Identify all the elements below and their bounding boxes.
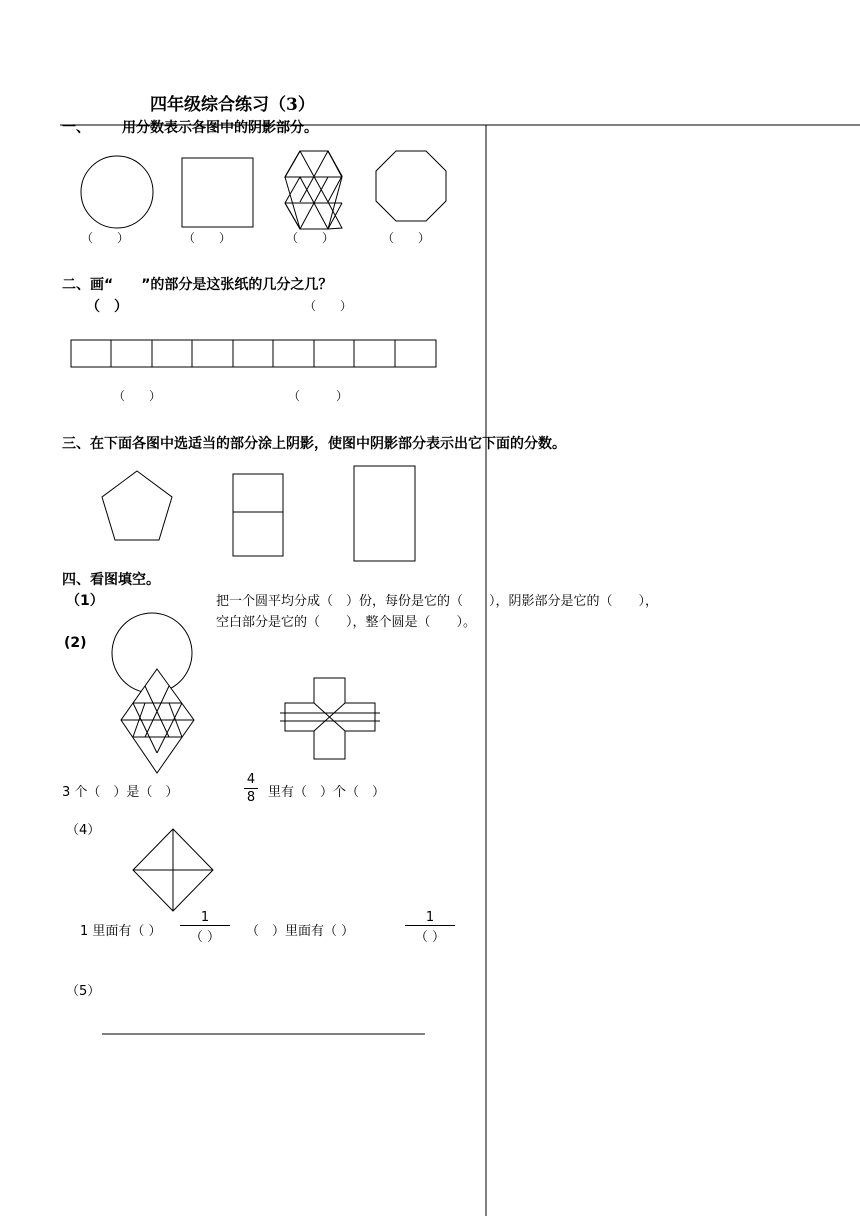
q4-prompt: 四、看图填空。	[62, 572, 160, 588]
fraction-denominator: （ ）	[189, 930, 221, 945]
q1-blank-4[interactable]: （ ）	[382, 231, 431, 245]
q1-octagon	[376, 151, 446, 221]
q4-cross-shape	[280, 678, 380, 759]
q4-part1-line2: 空白部分是它的（ ），整个圆是（ ）。	[216, 615, 477, 630]
q4-part2-text-a: 3 个（ ）是（ ）	[62, 785, 179, 800]
q4-part4-label: （4）	[66, 823, 101, 838]
q2-blank-top-2[interactable]: （ ）	[304, 299, 353, 313]
page-title: 四年级综合练习（3）	[150, 95, 315, 115]
q2-blank-bottom-1[interactable]: （ ）	[113, 389, 162, 403]
q1-circle	[81, 156, 153, 228]
q1-number: 一、	[62, 120, 90, 136]
fraction-numerator: 4	[246, 772, 256, 787]
q2-blank-bottom-2[interactable]: （ ）	[288, 389, 349, 403]
q1-hexagon-triangles	[285, 151, 342, 229]
q4-part2-text-b: 里有（ ）个（ ）	[268, 785, 386, 800]
fraction-bar	[244, 788, 258, 789]
q4-fraction-4-8	[244, 772, 258, 805]
q3-tall-rect	[354, 466, 415, 561]
fraction-numerator: 1	[200, 910, 210, 925]
q1-blank-1[interactable]: （ ）	[81, 231, 130, 245]
q4-part2-label: (2)	[64, 635, 87, 651]
q3-pentagon	[102, 471, 172, 540]
q1-square	[182, 158, 253, 227]
q4-part4-text-b: （ ）里面有（ ）	[246, 924, 355, 939]
fraction-denominator: 8	[246, 790, 256, 805]
q4-part4-fraction-1	[180, 910, 230, 945]
fraction-denominator: （ ）	[414, 930, 446, 945]
q3-rect-halves	[233, 474, 283, 556]
q4-part1-line1: 把一个圆平均分成（ ）份，每份是它的（ ），阴影部分是它的（ ），	[216, 594, 659, 609]
q4-diamond	[133, 829, 213, 911]
q4-part4-text-a: 1 里面有（ ）	[80, 924, 162, 939]
q1-blank-2[interactable]: （ ）	[183, 231, 232, 245]
q2-blank-top-1[interactable]: （ ）	[86, 299, 128, 315]
q1-blank-3[interactable]: （ ）	[286, 231, 335, 245]
q1-prompt: 用分数表示各图中的阴影部分。	[122, 120, 318, 136]
fraction-numerator: 1	[425, 910, 435, 925]
q2-prompt: 二、画“ ”的部分是这张纸的几分之几？	[62, 277, 333, 293]
q4-part4-fraction-2	[405, 910, 455, 945]
q2-paper-strip	[71, 340, 436, 367]
q4-part5-label: （5）	[66, 984, 101, 999]
q4-part1-label: （1）	[66, 593, 104, 609]
q3-prompt: 三、在下面各图中选适当的部分涂上阴影，使图中阴影部分表示出它下面的分数。	[62, 436, 566, 452]
